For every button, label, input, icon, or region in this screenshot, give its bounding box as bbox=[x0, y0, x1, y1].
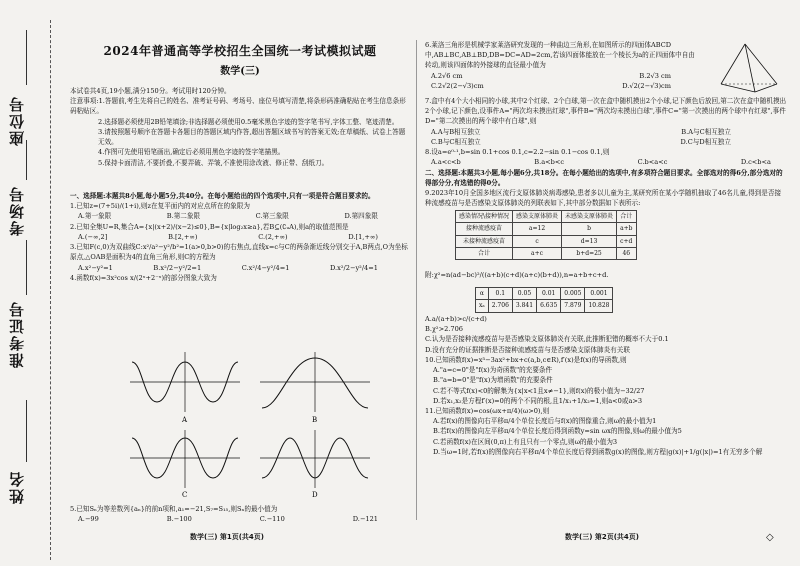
table-cell: 10.828 bbox=[585, 300, 613, 312]
q8-option-b: B.a<b<c bbox=[534, 158, 565, 167]
q6-option-a: A.2√6 cm bbox=[431, 71, 463, 80]
graph-b bbox=[260, 352, 370, 412]
q9-formula: 附:χ²=n(ad−bc)²/((a+b)(c+d)(a+c)(b+d)),n=a+b+c+d. bbox=[425, 271, 609, 279]
q11-stem: 11.已知函数f(x)=cos(ωx+π/4)(ω>0),则 bbox=[425, 406, 550, 415]
table-cell: c bbox=[513, 235, 562, 247]
q3-stem: 3.已知F(c,0)为双曲线C:x²/a²−y²/b²=1(a>0,b>0)的右焦点,直线x=c与C的两条渐近线分别交于A,B两点,O为坐标原点,△OAB是面积为4的直角三角形,则C的方程为 bbox=[70, 243, 408, 262]
q7-option-a: A.A与B相互独立 bbox=[431, 127, 481, 136]
q5-option-b: B.−100 bbox=[166, 515, 192, 524]
intro-text: 本试卷共4页,19小题,满分150分。考试用时120分钟。 bbox=[70, 87, 231, 95]
q5-block bbox=[70, 504, 410, 524]
graph-a bbox=[130, 352, 240, 412]
table-cell: b+d=25 bbox=[562, 247, 617, 259]
q9-option-a: A.a/(a+b)>c/(c+d) bbox=[425, 315, 487, 323]
table-cell: 0.01 bbox=[537, 288, 561, 300]
table-header-cell: 感染支原体肺炎 bbox=[513, 211, 562, 223]
graph-c-label: C bbox=[182, 491, 188, 499]
name-label: 姓名 bbox=[8, 470, 26, 504]
q5-option-a: A.−99 bbox=[78, 515, 99, 524]
table-header-cell: 未感染支原体肺炎 bbox=[562, 211, 617, 223]
exam-title: 2024年普通高等学校招生全国统一考试模拟试题 bbox=[103, 44, 377, 58]
binding-gutter bbox=[0, 0, 68, 566]
table-row bbox=[456, 223, 637, 235]
table-header-cell: 感染情况\接种情况 bbox=[456, 211, 513, 223]
q5-option-c: C.−110 bbox=[259, 515, 285, 524]
q7-stem: 7.盒中有4个大小相同的小球,其中2个红球、2个白球,第一次在盒中随机摸出2个小球,记下颜色后放回,第二次在盒中随机摸出2个小球,记下颜色,设事件A="两次均未摸出红球",事件B="两次均未摸出白球",事件C="第一次摸出的两个球中有红球",事件D="第二次摸出的两个球中有白球",则 bbox=[425, 97, 787, 126]
q7-options-2 bbox=[425, 137, 731, 147]
q4-stem: 4.函数f(x)=3x²cos x/(2ˣ+2⁻ˣ)的部分图象大致为 bbox=[70, 273, 217, 282]
note-2: 2.选择题必须使用2B铅笔填涂;非选择题必须使用0.5毫米黑色字迹的签字笔书写,字体工整、笔迹清楚。 bbox=[98, 117, 399, 126]
q5-options bbox=[70, 514, 378, 524]
q1-option-c: C.第三象限 bbox=[255, 212, 289, 221]
q9-option-d: D.没有充分的证据推断是否接种流感疫苗与是否感染支原体肺炎有关联 bbox=[425, 345, 630, 354]
table-cell: 合计 bbox=[456, 247, 513, 259]
q9-q11-block bbox=[425, 314, 787, 457]
graph-d bbox=[260, 430, 370, 488]
exam-subtitle: 数学(三) bbox=[220, 66, 260, 77]
q7-option-b: B.A与C相互独立 bbox=[681, 127, 731, 136]
q6-stem: 6.莱洛三角形是机械学家莱洛研究发现的一种曲边三角形,在如图所示的四面体ABCD中,AB⊥BC,AB⊥BD,DB=DC=AD=2cm,若该四面体能放在一个棱长为a的正四面体中自由转动,则该四面体的外接球的直径最小值为 bbox=[425, 41, 695, 70]
q10-option-d: D.若x₁,x₂是方程f′(x)=0的两个不同的根,且1/x₁+1/x₂=1,则a<0或a>3 bbox=[433, 396, 643, 405]
q6-option-c: C.2√2(2−√3)cm bbox=[431, 81, 484, 90]
table-header-cell: 合计 bbox=[617, 211, 636, 223]
q8-stem: 8.设a=e⁰·¹,b=sin 0.1+cos 0.1,c=2.2−sin 0.1−cos 0.1,则 bbox=[425, 148, 610, 157]
q7-options bbox=[425, 127, 731, 137]
exam-underline bbox=[26, 140, 27, 180]
section-1 bbox=[70, 191, 410, 283]
q2-options bbox=[70, 232, 378, 242]
table-cell: 0.05 bbox=[512, 288, 536, 300]
table-cell: 0.001 bbox=[585, 288, 613, 300]
table-cell: 3.841 bbox=[512, 300, 536, 312]
table-row bbox=[456, 235, 637, 247]
q6-option-d: D.√2(2−√3)cm bbox=[622, 81, 671, 90]
ticket-label: 准考证号 bbox=[8, 300, 26, 368]
footer-right: 数学(三) 第2页(共4页) bbox=[565, 533, 639, 541]
q7-option-c: C.B与C相互独立 bbox=[431, 137, 481, 146]
table-cell: 0.005 bbox=[561, 288, 585, 300]
q4-graph-set bbox=[130, 350, 370, 500]
footer-left: 数学(三) 第1页(共4页) bbox=[190, 533, 264, 541]
q3-option-a: A.x²−y²=1 bbox=[78, 263, 113, 272]
table-cell: 0.1 bbox=[488, 288, 512, 300]
note-1: 注意事项:1.答题前,考生先将自己的姓名、准考证号码、考场号、座位号填写清楚,将条形码准确粘贴在考生信息条形码粘贴区。 bbox=[70, 97, 406, 116]
q8-option-c: C.b<a<c bbox=[637, 158, 668, 167]
table-cell: 7.879 bbox=[561, 300, 585, 312]
table-row bbox=[476, 288, 613, 300]
table-cell: 接种流感疫苗 bbox=[456, 223, 513, 235]
q2-option-b: B.[2,+∞) bbox=[168, 232, 198, 241]
instructions bbox=[70, 86, 410, 168]
q8-options bbox=[425, 157, 771, 167]
diamond-icon: ◇ bbox=[766, 532, 774, 543]
table-row bbox=[456, 247, 637, 259]
q7-block bbox=[425, 96, 787, 208]
q11-option-d: D.当ω=1时,若f(x)的图像向右平移π/4个单位长度后得到函数g(x)的图像,则方程|g(x)|+1/g(|x|)=1有无穷多个解 bbox=[433, 447, 763, 456]
graph-a-label: A bbox=[182, 416, 188, 424]
q1-options bbox=[70, 211, 378, 221]
name-underline bbox=[26, 400, 27, 462]
q4-graphs bbox=[130, 350, 370, 500]
q9-critical-table bbox=[475, 287, 613, 313]
q8-option-d: D.c<b<a bbox=[740, 158, 771, 167]
q8-option-a: A.a<c<b bbox=[431, 158, 461, 167]
q2-option-d: D.[1,+∞) bbox=[348, 232, 378, 241]
q2-option-c: C.(2,+∞) bbox=[258, 232, 288, 241]
section-2-heading: 二、选择题:本题共3小题,每小题6分,共18分。在每小题给出的选项中,有多项符合题目要求。全部选对的得6分,部分选对的得部分分,有选错的得0分。 bbox=[425, 168, 783, 187]
seal-line bbox=[50, 20, 51, 560]
q9-option-b: B.χ²>2.706 bbox=[425, 325, 463, 334]
table-header-row bbox=[456, 211, 637, 223]
seat-underline bbox=[26, 30, 27, 85]
q6-tetrahedron-figure bbox=[715, 40, 785, 94]
q2-stem: 2.已知全集U=R,集合A={x|(x+2)/(x−2)≤0},B={x|log₂x≥a},若B⊆(∁ᵤA),则a的取值范围是 bbox=[70, 222, 349, 231]
q6-options-2 bbox=[425, 81, 671, 91]
note-5: 5.保持卡面清洁,不要折叠,不要弄破、弄皱,不准使用涂改液、修正带、刮纸刀。 bbox=[98, 158, 329, 167]
table-cell: a=12 bbox=[513, 223, 562, 235]
section-1-heading: 一、选择题:本题共8小题,每小题5分,共40分。在每小题给出的四个选项中,只有一项是符合题目要求的。 bbox=[70, 192, 375, 200]
q11-option-a: A.若f(x)的图像向右平移π/4个单位长度后与f(x)的图像重合,则ω的最小值为1 bbox=[433, 417, 657, 426]
table-cell: 46 bbox=[617, 247, 636, 259]
seat-label: 座位号 bbox=[8, 95, 26, 146]
table-cell: d=13 bbox=[562, 235, 617, 247]
table-cell: a+b bbox=[617, 223, 636, 235]
q10-option-a: A."a=c=0"是"f(x)为奇函数"的充要条件 bbox=[433, 366, 553, 375]
note-3: 3.请按照题号顺序在答题卡各题目的答题区域内作答,超出答题区域书写的答案无效;在草稿纸、试卷上答题无效。 bbox=[98, 127, 406, 147]
column-divider bbox=[416, 40, 417, 520]
q1-option-a: A.第一象限 bbox=[78, 212, 112, 221]
q9-option-c: C.认为是否接种流感疫苗与是否感染支原体肺炎有关联,此推断犯错的概率不大于0.1 bbox=[425, 335, 669, 344]
q10-option-c: C.若不等式f(x)<0的解集为{x|x<1且x≠−1},则f(x)的极小值为−32/27 bbox=[433, 386, 645, 395]
q3-option-c: C.x²/4−y²/4=1 bbox=[241, 263, 290, 272]
table-cell: α bbox=[476, 288, 489, 300]
q9-stem: 9.2023年10月全国多地区流行支原体肺炎病毒感染,患者多以儿童为主,某研究所在某小学随机抽取了46名儿童,得到是否接种流感疫苗与是否感染支原体肺炎的列联表如下,其中部分数据如下表所示: bbox=[425, 188, 782, 208]
q11-option-b: B.若f(x)的图像向左平移π/4个单位长度后得到函数y=sin ωx的图像,则ω的最小值为5 bbox=[433, 427, 682, 436]
table-cell: a+c bbox=[513, 247, 562, 259]
q6-block bbox=[425, 40, 695, 91]
q10-option-b: B."a=b=0"是"f(x)为增函数"的充要条件 bbox=[433, 376, 553, 385]
q7-option-d: D.C与D相互独立 bbox=[680, 137, 731, 146]
table-cell: 2.706 bbox=[488, 300, 512, 312]
graph-b-label: B bbox=[312, 416, 318, 424]
graph-d-label: D bbox=[312, 491, 318, 499]
q1-option-b: B.第二象限 bbox=[166, 212, 201, 221]
q11-option-c: C.若函数f(x)在区间(0,π)上有且只有一个零点,则ω的最小值为3 bbox=[433, 437, 618, 446]
q6-options bbox=[425, 71, 671, 81]
graph-c bbox=[130, 430, 240, 488]
q6-option-b: B.2√3 cm bbox=[639, 71, 671, 80]
note-4: 4.作图可先使用铅笔画出,确定后必须用黑色字迹的签字笔描黑。 bbox=[98, 148, 285, 157]
q2-option-a: A.(−∞,2] bbox=[78, 232, 108, 241]
table-cell: 6.635 bbox=[537, 300, 561, 312]
ticket-underline bbox=[26, 240, 27, 295]
exam-room-label: 考场号 bbox=[8, 185, 26, 236]
q10-stem: 10.已知函数f(x)=x³−3ax²+bx+c(a,b,c∈R),f′(x)是f(x)的导函数,则 bbox=[425, 355, 627, 364]
q1-option-d: D.第四象限 bbox=[344, 212, 378, 221]
q5-option-d: D.−121 bbox=[352, 515, 378, 524]
q3-options bbox=[70, 263, 378, 273]
q5-stem: 5.已知Sₙ为等差数列{aₙ}的前n项和,a₁=−21,S₇=S₁₅,则Sₙ的最小值为 bbox=[70, 505, 278, 513]
q9-contingency-table bbox=[455, 210, 637, 260]
table-row bbox=[476, 300, 613, 312]
q3-option-d: D.x²/2−y²/4=1 bbox=[330, 263, 378, 272]
q3-option-b: B.x²/2−y²/2=1 bbox=[153, 263, 202, 272]
q1-stem: 1.已知z=(7+5i)/(1+i),则z在复平面内的对应点所在的象限为 bbox=[70, 202, 250, 211]
table-cell: 未接种流感疫苗 bbox=[456, 235, 513, 247]
table-cell: c+d bbox=[617, 235, 636, 247]
table-cell: xₐ bbox=[476, 300, 489, 312]
table-cell: b bbox=[562, 223, 617, 235]
